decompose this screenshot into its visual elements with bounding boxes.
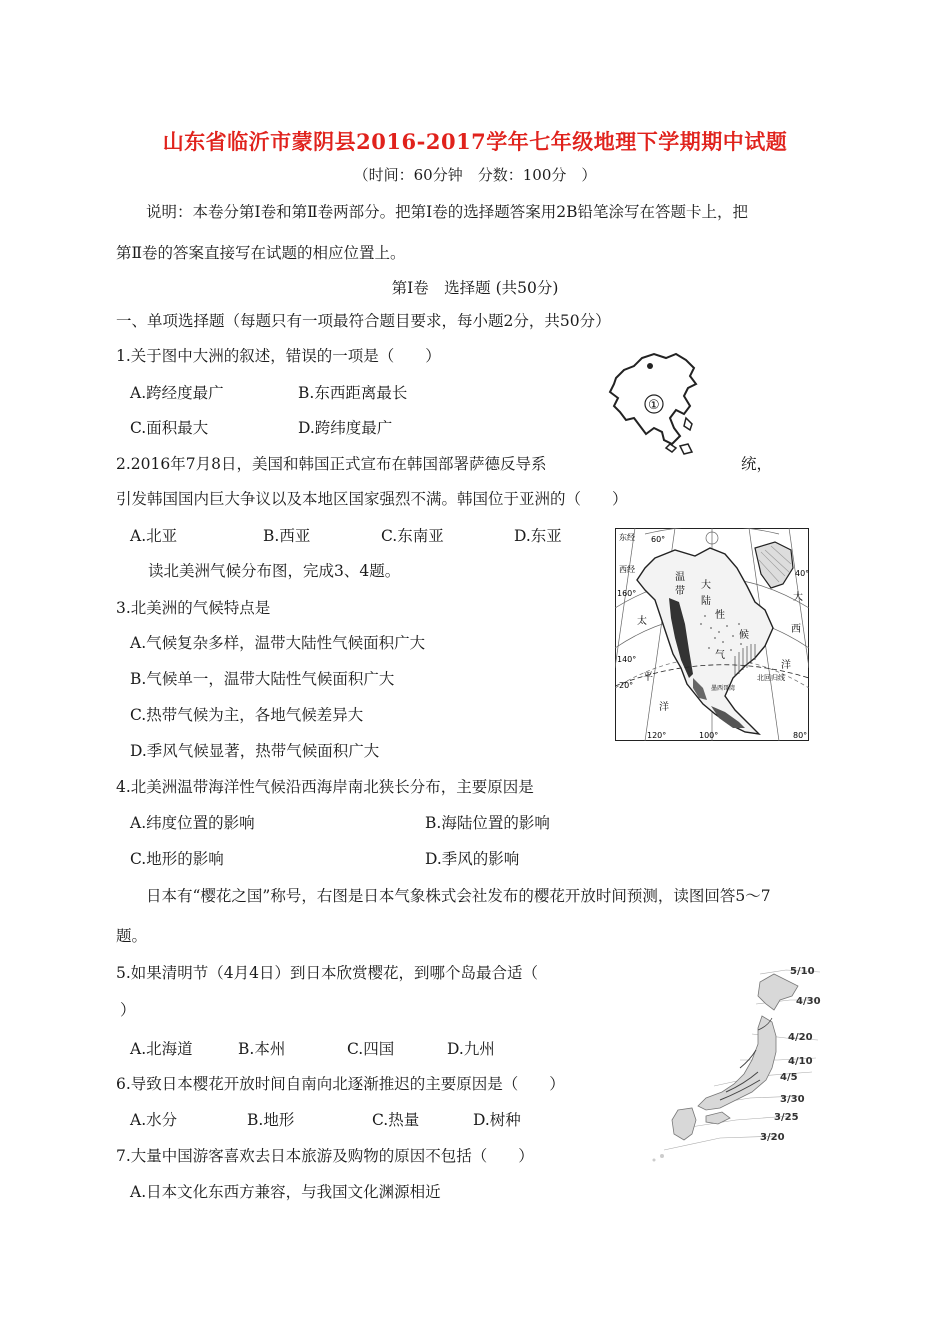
q4-stem: 4.北美洲温带海洋性气候沿西海岸南北狭长分布，主要原因是 bbox=[116, 778, 534, 796]
na-lon-80: 80° bbox=[793, 731, 808, 740]
na-pacific-3: 洋 bbox=[659, 702, 669, 713]
q1-option-a[interactable]: A.跨经度最广 bbox=[130, 384, 224, 402]
asia-map-label: ① bbox=[648, 398, 660, 413]
q5-option-c[interactable]: C.四国 bbox=[347, 1040, 395, 1058]
q5-option-a[interactable]: A.北海道 bbox=[130, 1040, 193, 1058]
q3-option-a[interactable]: A.气候复杂多样，温带大陆性气候面积广大 bbox=[130, 634, 426, 652]
na-atlantic-3: 洋 bbox=[781, 660, 791, 671]
japan-date-5-10: 5/10 bbox=[790, 966, 815, 977]
na-land-4: 陆 bbox=[701, 596, 711, 607]
na-lon-60: 60° bbox=[651, 535, 666, 544]
na-land-2: 带 bbox=[675, 586, 685, 597]
na-lon-160: 160° bbox=[617, 589, 637, 598]
q1-option-c[interactable]: C.面积最大 bbox=[130, 419, 209, 437]
q6-option-c[interactable]: C.热量 bbox=[372, 1111, 420, 1129]
q1-stem: 1.关于图中大洲的叙述，错误的一项是（ ） bbox=[116, 347, 441, 365]
na-tropic-label: 北回归线 bbox=[757, 674, 785, 682]
q4-option-c[interactable]: C.地形的影响 bbox=[130, 850, 224, 868]
q5-option-b[interactable]: B.本州 bbox=[238, 1040, 286, 1058]
na-pacific-1: 太 bbox=[637, 616, 647, 627]
japan-date-4-10: 4/10 bbox=[788, 1056, 813, 1067]
intro-5-7-line2: 题。 bbox=[116, 927, 148, 945]
japan-date-3-20: 3/20 bbox=[760, 1132, 785, 1143]
section-title: 第Ⅰ卷 选择题 (共50分) bbox=[391, 279, 559, 297]
q4-option-d[interactable]: D.季风的影响 bbox=[425, 850, 520, 868]
na-lon-140: 140° bbox=[617, 655, 637, 664]
japan-date-4-5: 4/5 bbox=[780, 1072, 798, 1083]
page-title: 山东省临沂市蒙阴县2016-2017学年七年级地理下学期期中试题 bbox=[162, 129, 788, 154]
na-land-5: 性 bbox=[715, 610, 725, 621]
q6-stem: 6.导致日本樱花开放时间自南向北逐渐推迟的主要原因是（ ） bbox=[116, 1075, 565, 1093]
na-gulf-label: 墨西哥湾 bbox=[711, 685, 736, 692]
na-lon-100: 100° bbox=[699, 731, 719, 740]
q3-stem: 3.北美洲的气候特点是 bbox=[116, 599, 271, 617]
north-america-climate-map bbox=[615, 528, 809, 741]
q2-option-a[interactable]: A.北亚 bbox=[130, 527, 178, 545]
instructions-line2: 第Ⅱ卷的答案直接写在试题的相应位置上。 bbox=[116, 244, 406, 262]
japan-date-3-30: 3/30 bbox=[780, 1094, 805, 1105]
japan-cherry-blossom-map bbox=[640, 960, 840, 1165]
q6-option-d[interactable]: D.树种 bbox=[473, 1111, 521, 1129]
na-atlantic-2: 西 bbox=[791, 624, 801, 635]
na-land-1: 温 bbox=[675, 572, 685, 583]
q1-option-d[interactable]: D.跨纬度最广 bbox=[298, 419, 393, 437]
na-label-east-longitude: 东经 bbox=[619, 533, 635, 542]
na-lon-120: 120° bbox=[647, 731, 667, 740]
na-land-3: 大 bbox=[701, 580, 711, 591]
q4-option-a[interactable]: A.纬度位置的影响 bbox=[130, 814, 255, 832]
na-pacific-2: 平 bbox=[643, 672, 653, 683]
intro-3-4: 读北美洲气候分布图，完成3、4题。 bbox=[148, 562, 401, 580]
q5-stem-end: ） bbox=[120, 1001, 136, 1019]
q2-stem-line2: 引发韩国国内巨大争议以及本地区国家强烈不满。韩国位于亚洲的（ ） bbox=[116, 490, 628, 508]
na-atlantic-1: 大 bbox=[793, 592, 803, 603]
japan-date-4-30: 4/30 bbox=[796, 996, 821, 1007]
na-label-west-longitude: 西经 bbox=[619, 565, 635, 574]
q2-option-c[interactable]: C.东南亚 bbox=[381, 527, 444, 545]
q2-option-d[interactable]: D.东亚 bbox=[514, 527, 562, 545]
japan-date-3-25: 3/25 bbox=[774, 1112, 799, 1123]
intro-5-7-line1: 日本有“樱花之国”称号，右图是日本气象株式会社发布的樱花开放时间预测，读图回答5～7 bbox=[146, 887, 771, 905]
q3-option-b[interactable]: B.气候单一，温带大陆性气候面积广大 bbox=[130, 670, 395, 688]
q1-option-b[interactable]: B.东西距离最长 bbox=[298, 384, 408, 402]
q7-option-a[interactable]: A.日本文化东西方兼容，与我国文化渊源相近 bbox=[130, 1183, 441, 1201]
q4-option-b[interactable]: B.海陆位置的影响 bbox=[425, 814, 550, 832]
japan-date-4-20: 4/20 bbox=[788, 1032, 813, 1043]
asia-map-figure bbox=[604, 348, 704, 458]
q5-option-d[interactable]: D.九州 bbox=[447, 1040, 495, 1058]
q3-option-d[interactable]: D.季风气候显著，热带气候面积广大 bbox=[130, 742, 380, 760]
part-title: 一、单项选择题（每题只有一项最符合题目要求，每小题2分，共50分） bbox=[116, 312, 611, 330]
q5-stem: 5.如果清明节（4月4日）到日本欣赏樱花，到哪个岛最合适（ bbox=[116, 964, 539, 982]
q6-option-b[interactable]: B.地形 bbox=[247, 1111, 295, 1129]
na-lat-20: 20° bbox=[619, 681, 634, 690]
na-land-6: 气 bbox=[715, 650, 725, 661]
exam-time-score: （时间：60分钟 分数：100分 ） bbox=[353, 166, 597, 184]
na-land-7: 候 bbox=[739, 630, 749, 641]
q6-option-a[interactable]: A.水分 bbox=[130, 1111, 178, 1129]
q7-stem: 7.大量中国游客喜欢去日本旅游及购物的原因不包括（ ） bbox=[116, 1147, 534, 1165]
na-lat-40: 40° bbox=[795, 569, 809, 578]
instructions-line1: 说明：本卷分第Ⅰ卷和第Ⅱ卷两部分。把第Ⅰ卷的选择题答案用2B铅笔涂写在答题卡上，把 bbox=[146, 203, 749, 221]
q2-stem-right: 统， bbox=[741, 455, 773, 473]
q2-stem-left: 2.2016年7月8日，美国和韩国正式宣布在韩国部署萨德反导系 bbox=[116, 455, 547, 473]
q3-option-c[interactable]: C.热带气候为主，各地气候差异大 bbox=[130, 706, 364, 724]
q2-option-b[interactable]: B.西亚 bbox=[263, 527, 311, 545]
